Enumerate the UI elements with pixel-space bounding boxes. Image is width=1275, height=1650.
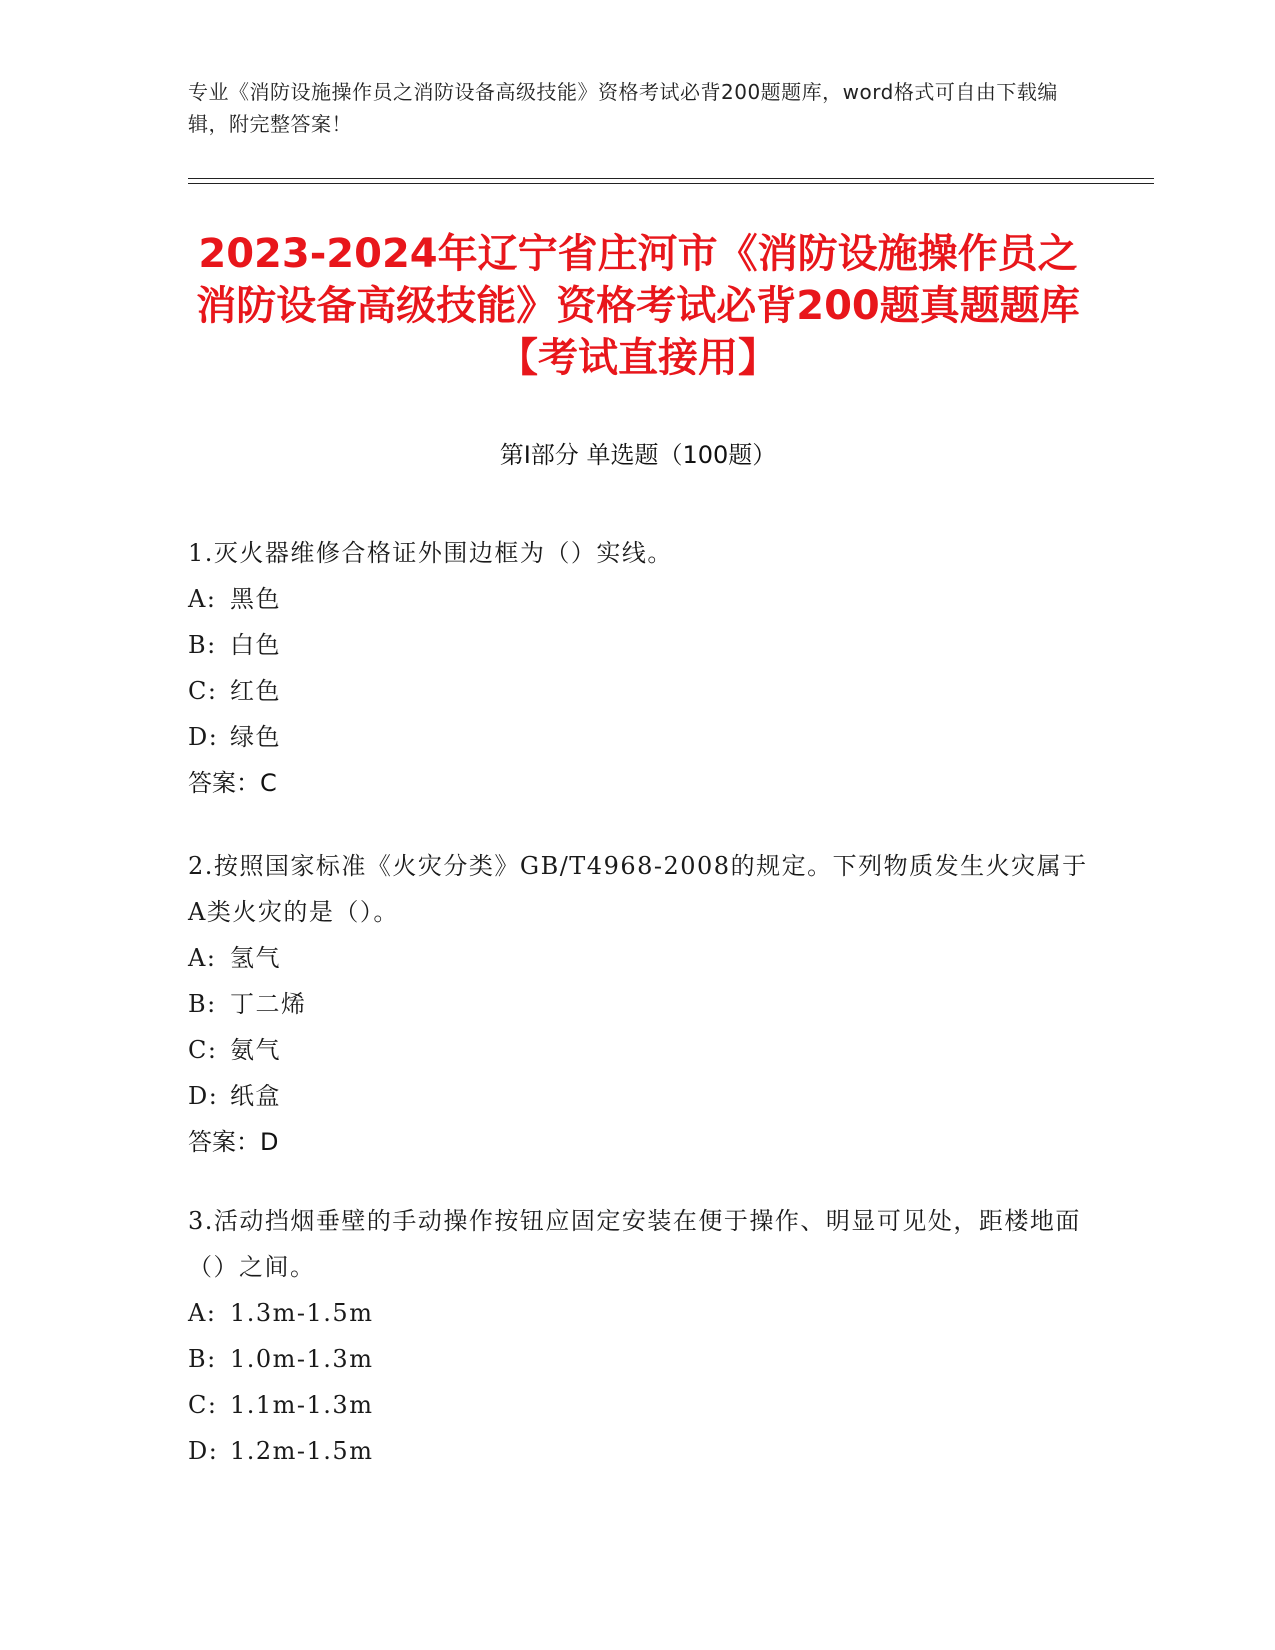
question-1 (188, 530, 1088, 806)
document-title: 2023-2024年辽宁省庄河市《消防设施操作员之消防设备高级技能》资格考试必背200题真题题库【考试直接用】 (196, 231, 1080, 381)
option-key: B: (188, 990, 217, 1018)
answer: 答案：C (188, 769, 277, 797)
option-d (188, 1073, 1088, 1119)
section-heading: 第Ⅰ部分 单选题（100题） (499, 441, 777, 469)
option-b (188, 1336, 1088, 1382)
answer: 答案：D (188, 1128, 279, 1156)
question-2 (188, 843, 1088, 1165)
option-text: 纸盒 (230, 1082, 281, 1110)
question-stem: 2.按照国家标准《火灾分类》GB/T4968-2008的规定。下列物质发生火灾属于A类火灾的是（）。 (188, 852, 1088, 926)
option-text: 氢气 (230, 944, 281, 972)
option-key: B: (188, 631, 217, 659)
option-key: D: (188, 1437, 219, 1465)
option-text: 丁二烯 (230, 990, 307, 1018)
option-key: C: (188, 1391, 218, 1419)
option-b (188, 622, 1088, 668)
option-key: B: (188, 1345, 217, 1373)
option-text: 1.3m-1.5m (230, 1299, 374, 1327)
option-a (188, 1290, 1088, 1336)
header-note: 专业《消防设施操作员之消防设备高级技能》资格考试必背200题题库，word格式可自由下载编辑，附完整答案！ (188, 80, 1058, 136)
option-key: D: (188, 723, 219, 751)
option-text: 1.1m-1.3m (230, 1391, 374, 1419)
option-key: A: (188, 1299, 217, 1327)
option-key: C: (188, 677, 218, 705)
option-c (188, 1382, 1088, 1428)
option-text: 红色 (230, 677, 281, 705)
option-text: 白色 (230, 631, 281, 659)
question-stem: 1.灭火器维修合格证外围边框为（）实线。 (188, 539, 673, 567)
option-key: A: (188, 944, 217, 972)
option-key: A: (188, 585, 217, 613)
option-a (188, 576, 1088, 622)
question-stem: 3.活动挡烟垂壁的手动操作按钮应固定安装在便于操作、明显可见处，距楼地面（）之间。 (188, 1207, 1081, 1281)
option-text: 1.0m-1.3m (230, 1345, 374, 1373)
option-b (188, 981, 1088, 1027)
option-key: D: (188, 1082, 219, 1110)
header-divider-bottom (188, 183, 1154, 184)
option-text: 氨气 (230, 1036, 281, 1064)
option-a (188, 935, 1088, 981)
option-text: 黑色 (230, 585, 281, 613)
question-3 (188, 1198, 1088, 1474)
option-d (188, 1428, 1088, 1474)
option-key: C: (188, 1036, 218, 1064)
option-text: 1.2m-1.5m (230, 1437, 374, 1465)
header-divider-top (188, 178, 1154, 179)
option-text: 绿色 (230, 723, 281, 751)
option-c (188, 1027, 1088, 1073)
option-d (188, 714, 1088, 760)
option-c (188, 668, 1088, 714)
